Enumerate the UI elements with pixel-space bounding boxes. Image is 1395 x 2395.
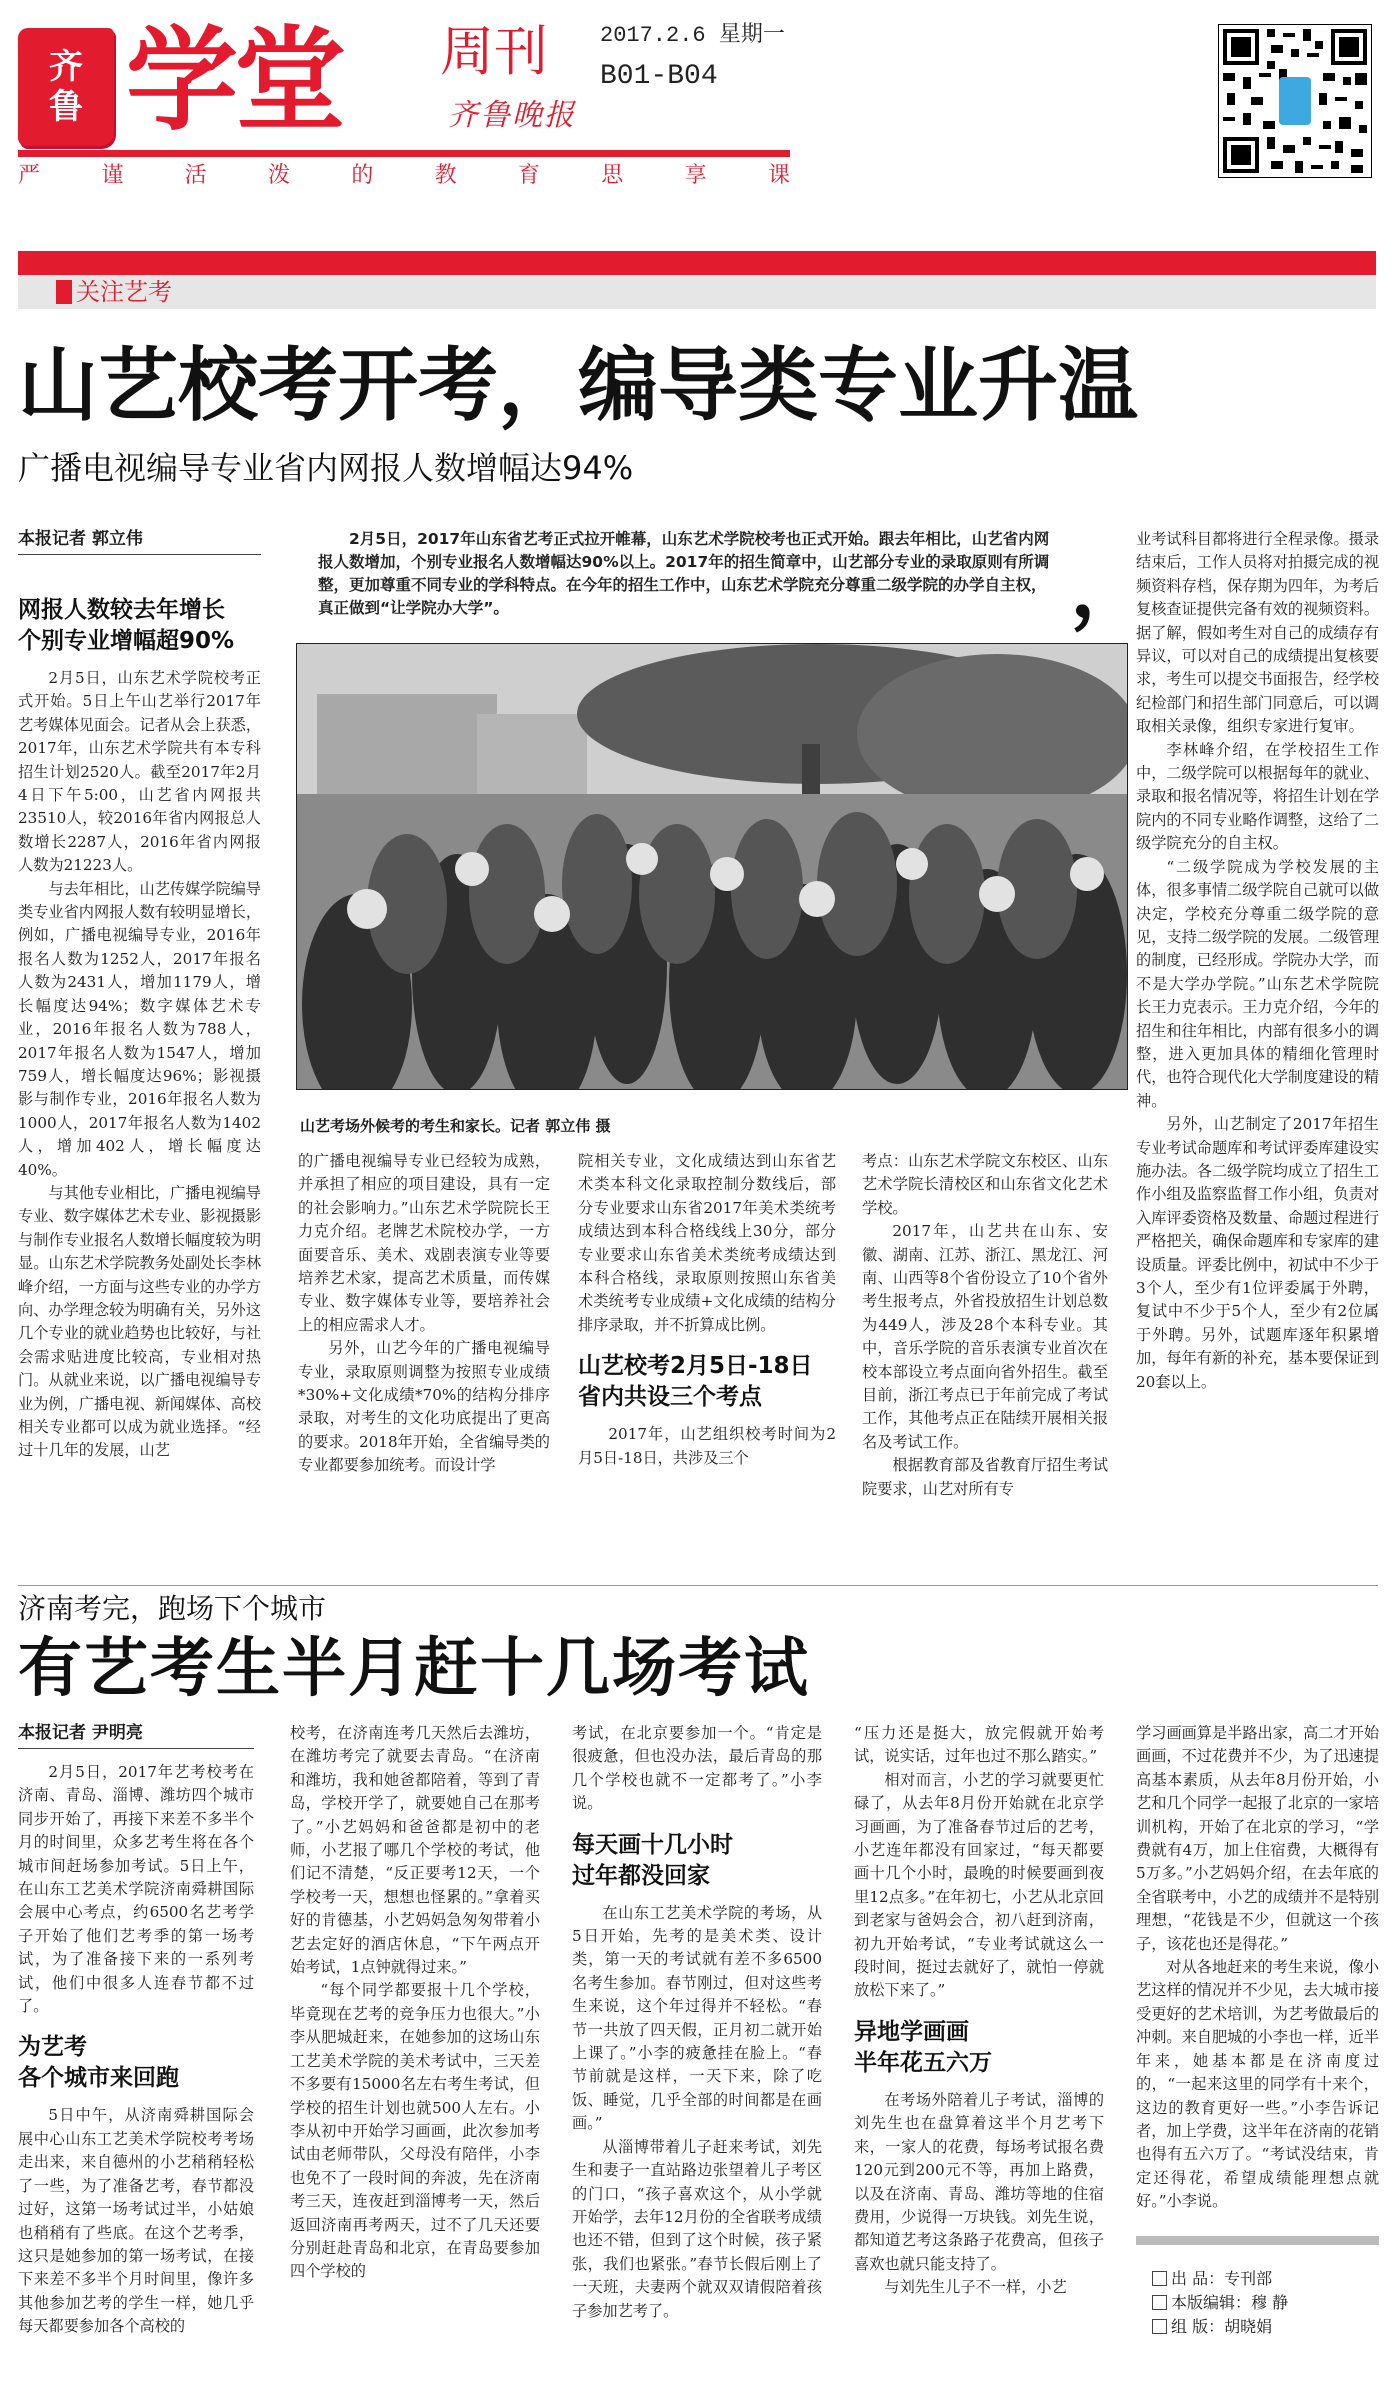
- credit-row: 本版编辑 ： 穆 静: [1152, 2291, 1379, 2315]
- subhead-line: 异地学画画: [854, 2018, 969, 2045]
- checkbox-square-icon: [1152, 2295, 1167, 2310]
- subhead-line: 为艺考: [18, 2034, 87, 2061]
- paragraph: “二级学院成为学校发展的主体，很多事情二级学院自己就可以做决定，学校充分尊重二级学院的意见，支持二级学院的发展。二级管理的制度，已经形成。学院办大学，而不是大学办学院。”山东艺术学院院长王力克表示。王力克介绍，今年的招生和往年相比，内部有很多小的调整，进入更加具体的精细化管理时代，也符合现代化大学制度建设的精神。: [1136, 857, 1379, 1110]
- page-range: B01-B04: [600, 61, 718, 92]
- section-band: [18, 275, 1376, 309]
- story2-column-4: [854, 1722, 1104, 2003]
- headline-story1: 山艺校考开考，编导类专业升温: [18, 339, 1138, 432]
- paragraph: “每个同学都要报十几个学校，毕竟现在艺考的竞争压力也很大。”小李从肥城赶来，在她参加的这场山东工艺美术学院的美术考试中，三天差不多要有15000名左右考生考试，但学校的招生计划也就500人左右。小李从初中开始学习画画，此次参加考试由老师带队，父母没有陪伴，小李也免不了一段时间的奔波，先在济南考三天，连夜赶到淄博考一天，然后返回济南再考两天，过不了几天还要分别赶赴青岛和北京，在青岛要参加四个学校的: [290, 1981, 540, 2281]
- paragraph: 李林峰介绍，在学校招生工作中，二级学院可以根据每年的就业、录取和报名情况等，将招生计划在学院内的不同专业略作调整，这给了二级学院充分的自主权。: [1136, 740, 1379, 853]
- paragraph: 业考试科目都将进行全程录像。摄录结束后，工作人员将对拍摄完成的视频资料存档，保存期为四年，为考后复核查证提供完备有效的视频资料。据了解，假如考生对自己的成绩存有异议，可以对自己的成绩提出复核要求，考生可以提交书面报告，经学校纪检部门和招生部门同意后，可以调取相关录像，组织专家进行复审。: [1136, 530, 1379, 736]
- subhead-line: 省内共设三个考点: [578, 1384, 762, 1411]
- masthead-seal-logo: [18, 28, 114, 146]
- section-bar: [18, 251, 1376, 275]
- story1-column-3b: [578, 1423, 836, 1470]
- photo-caption: 山艺考场外候考的考生和家长。记者 郭立伟 摄: [300, 1117, 611, 1135]
- paragraph: 学习画画算是半路出家，高二才开始画画，不过花费并不少，为了迅速提高基本素质，从去年8月份开始，小艺和几个同学一起报了北京的一家培训机构，开始了在北京的学习，“学费就有4万，加上住宿费，大概得有5万多。”小艺妈妈介绍，在去年底的全省联考中，小艺的成绩并不是特别理想，“花钱是不少，但就这一个孩子，该花也还是得花。”: [1136, 1724, 1379, 1953]
- story2-column-2: [290, 1722, 540, 2284]
- subhead-line: 个别专业增幅超90%: [18, 628, 235, 654]
- slogan-char: 思: [601, 163, 624, 188]
- slogan-char: 教: [434, 163, 457, 188]
- slogan-char: 严: [18, 163, 41, 188]
- paragraph: 对从各地赶来的考生来说，像小艺这样的情况并不少见，去大城市接受更好的艺术培训，为艺考做最后的冲刺。来自肥城的小李也一样，近半年来，她基本都是在济南度过的，“一起来这里的同学有十来个，这边的教育更好一些。”小李告诉记者，加上学费，这半年在济南的花销也得有五六万了。“考试没结束，肯定还得花，希望成绩能理想点就好。”小李说。: [1136, 1958, 1380, 2211]
- seal-char: 鲁: [49, 87, 83, 127]
- checkbox-square-icon: [1152, 2319, 1167, 2334]
- story2-column-1-flow: [18, 1722, 254, 2339]
- paragraph: 另外，山艺制定了2017年招生专业考试命题库和考试评委库建设实施办法。各二级学院均成立了招生工作小组及监察监督工作小组，负责对入库评委资格及数量、命题过程进行严格把关，确保命题库和专家库的建设质量。评委比例中，初试中不少于3个人，至少有1位评委属于外聘，复试中不少于5个人，至少有2位属于外聘。另外，试题库逐年积累增加，每年有新的补充，基本要保证到20套以上。: [1136, 1115, 1379, 1391]
- credit-value: 胡晓娟: [1224, 2316, 1273, 2336]
- qr-code-icon[interactable]: [1218, 24, 1372, 178]
- news-photo-crowd: [296, 643, 1128, 1090]
- slogan-char: 泼: [267, 163, 290, 188]
- paper-name-logo: 齐鲁晚报: [448, 98, 576, 133]
- photo-crowd-graphic: [297, 644, 1127, 1089]
- section-label-text: 关注艺考: [76, 278, 172, 306]
- paragraph: 2017年，山艺组织校考时间为2月5日-18日，共涉及三个: [578, 1425, 836, 1467]
- story1-column-1: [18, 667, 261, 1463]
- subhead-story1-1: [18, 595, 261, 657]
- quote-mark: ，: [1070, 541, 1150, 634]
- story2-column-3-flow: [572, 1722, 822, 2323]
- story2-column-5: [1136, 1722, 1379, 2214]
- paragraph: 5日中午，从济南舜耕国际会展中心山东工艺美术学院校考考场走出来，来自德州的小艺稍稍轻松了一些，为了准备艺考，春节都没过好，这第一场考试过半，小姑娘也稍稍有了些底。在这个艺考季，这只是她参加的第一场考试，在接下来差不多半个月时间里，像许多其他参加艺考的学生一样，她几乎每天都要参加各个高校的: [18, 2106, 254, 2336]
- paragraph: 在考场外陪着儿子考试，淄博的刘先生也在盘算着这半个月艺考下来，一家人的花费，每场考试报名费120元到200元不等，再加上路费，以及在济南、青岛、潍坊等地的住宿费用，少说得一万块钱。刘先生说，都知道艺考这条路子花费高，但孩子喜欢也就只能支持了。: [854, 2090, 1104, 2273]
- story1-column-4: [862, 1150, 1108, 1501]
- weekly-label: 周刊: [440, 20, 548, 83]
- credit-value: 穆 静: [1251, 2292, 1289, 2312]
- credit-value: 专刊部: [1224, 2268, 1273, 2288]
- subhead-story1-2: [578, 1351, 836, 1413]
- subhead-line: 每天画十几小时: [572, 1831, 733, 1858]
- story1-column-3-flow: [578, 1150, 836, 1470]
- story2-column-1: [18, 1761, 254, 2018]
- paragraph: 与刘先生儿子不一样，小艺: [884, 2278, 1067, 2297]
- byline-story2: 本报记者 尹明亮: [18, 1722, 254, 1749]
- story1-column-5: [1136, 528, 1379, 1394]
- brand-title: 学堂: [126, 16, 342, 146]
- seal-char: 齐: [49, 47, 83, 87]
- slogan-char: 的: [351, 163, 374, 188]
- credit-label: 出 品: [1171, 2268, 1209, 2288]
- paragraph: 校考，在济南连考几天然后去潍坊，在潍坊考完了就要去青岛。“在济南和潍坊，我和她爸都陪着，等到了青岛，学校开学了，就要她自己在那考了。”小艺妈妈和爸爸都是初中的老师，小艺报了哪几个学校的考试，他们记不清楚，“反正要考12天，一个学校考一天，想想也怪累的。”拿着买好的肯德基，小艺妈妈急匆匆带着小艺去定好的酒店休息，“下午两点开始考试，1点钟就得过来。”: [290, 1724, 540, 1977]
- masthead-rule: [18, 150, 790, 157]
- story-divider: [18, 1585, 1378, 1586]
- red-square-icon: [56, 280, 72, 304]
- credits-bar: [1136, 2236, 1379, 2245]
- paragraph: 考试，在北京要参加一个。“肯定是很疲惫，但也没办法，最后青岛的那几个学校也就不一定都考了。”小李说。: [572, 1724, 822, 1813]
- credit-label: 本版编辑: [1171, 2292, 1236, 2312]
- paragraph: 的广播电视编导专业已经较为成熟，并承担了相应的项目建设，具有一定的社会影响力。”山东艺术学院院长王力克介绍。老牌艺术院校办学，一方面要音乐、美术、戏剧表演专业等要培养艺术家，提高艺术质量，而传媒专业、数字媒体专业等，要培养社会上的相应需求人才。: [298, 1152, 550, 1334]
- checkbox-square-icon: [1152, 2271, 1167, 2286]
- story2-column-3: [572, 1722, 822, 1816]
- credit-row: 出 品 ： 专刊部: [1152, 2267, 1379, 2291]
- subheadline-story1: 广播电视编导专业省内网报人数增幅达94%: [18, 449, 634, 487]
- paragraph: 根据教育部及省教育厅招生考试院要求，山艺对所有专: [862, 1456, 1108, 1498]
- slogan-char: 享: [684, 163, 707, 188]
- kicker-story2: 济南考完，跑场下个城市: [18, 1592, 327, 1625]
- headline-story2: 有艺考生半月赶十几场考试: [18, 1632, 810, 1706]
- paragraph: 另外，山艺今年的广播电视编导专业，录取原则调整为按照专业成绩*30%+文化成绩*70%的结构分排序录取，对考生的文化功底提出了更高的要求。2018年开始，全省编导类的专业都要参加统考。而设计学: [298, 1339, 550, 1475]
- story2-column-4b: [854, 2089, 1104, 2300]
- story2-column-3b: [572, 1902, 822, 2323]
- lede-story1: 2月5日，2017年山东省艺考正式拉开帷幕，山东艺术学院校考也正式开始。跟去年相比，山艺省内网报人数增加，个别专业报名人数增幅达90%以上。2017年的招生简章中，山艺部分专业的录取原则有所调整，更加尊重不同专业的学科特点。在今年的招生工作中，山东艺术学院充分尊重二级学院的办学自主权，真正做到“让学院办大学”。: [318, 530, 1050, 617]
- story2-column-4-flow: [854, 1722, 1104, 2300]
- slogan-char: 谨: [101, 163, 124, 188]
- story2-column-5-flow: [1136, 1722, 1379, 2339]
- paragraph: 相对而言，小艺的学习就要更忙碌了，从去年8月份开始就在北京学习画画，为了准备春节过后的艺考，小艺连年都没有回家过，“每天都要画十几个小时，最晚的时候要画到夜里12点多。”在年初七，小艺从北京回到老家与爸妈会合，初八赶到济南，初九开始考试，“专业考试就这么一段时间，挺过去就好了，就怕一停就放松下来了。”: [854, 1770, 1104, 2000]
- story1-column-1-flow: [18, 528, 261, 1463]
- paragraph: 2017年，山艺共在山东、安徽、湖南、江苏、浙江、黑龙江、河南、山西等8个省份设立了10个省外考生报考点，外省投放招生计划总数为449人，涉及28个本科专业。其中，音乐学院的音乐表演专业首次在校本部设立考点面向省外招生。截至目前，浙江考点已于年前完成了考试工作，其他考点正在陆续开展相关报名及考试工作。: [862, 1222, 1108, 1451]
- paragraph: 院相关专业，文化成绩达到山东省艺术类本科文化录取控制分数线后，部分专业要求山东省2017年美术类统考成绩达到本科合格线线上30分，部分专业要求山东省美术类统考成绩达到本科合格线，录取原则按照山东省美术类统考专业成绩+文化成绩的结构分排序录取，并不折算成比例。: [578, 1152, 836, 1334]
- paragraph: “压力还是挺大，放完假就开始考试，说实话，过年也过不那么踏实。”: [854, 1724, 1104, 1766]
- paragraph: 在山东工艺美术学院的考场，从5日开始，先考的是美术类、设计类，第一天的考试就有差不多6500名考生参加。春节刚过，但对这些考生来说，这个年过得并不轻松。“春节一共放了四天假，正月初二就开始上课了。”小李的疲惫挂在脸上。“春节前就是这样，一天下来，除了吃饭、睡觉，几乎全部的时间都是在画画。”: [572, 1903, 822, 2133]
- paragraph: 与去年相比，山艺传媒学院编导类专业省内网报人数有较明显增长，例如，广播电视编导专业，2016年报名人数为1252人，2017年报名人数为2431人，增加1179人，增长幅度达94%；数字媒体艺术专业，2016年报名人数为788人，2017年报名人数为1547人，增加759人，增长幅度达96%；影视摄影与制作专业，2016年报名人数为1000人，2017年报名人数为1402人，增加402人，增长幅度达40%。: [18, 879, 262, 1179]
- credits-box: [1136, 2267, 1379, 2339]
- slogan-char: 课: [767, 163, 790, 188]
- subhead-line: 过年都没回家: [572, 1862, 710, 1889]
- byline-story1: 本报记者 郭立伟: [18, 528, 261, 555]
- story1-column-2: [298, 1150, 550, 1478]
- credit-label: 组 版: [1171, 2316, 1209, 2336]
- qr-code-graphic: [1219, 25, 1371, 177]
- section-label: [56, 278, 172, 306]
- paragraph: 与其他专业相比，广播电视编导专业、数字媒体艺术专业、影视摄影与制作专业报名人数增长幅度较为明显。山东艺术学院教务处副处长李林峰介绍，一方面与这些专业的办学方向、办学理念较为明确有关，另外这几个专业的就业趋势也比较好，与社会需求贴进度比较高，专业相对热门。从就业来说，以广播电视编导专业为例，广播电视、新闻媒体、高校相关专业都可以成为就业选择。“经过十几年的发展，山艺: [18, 1183, 262, 1460]
- paragraph: 考点：山东艺术学院文东校区、山东艺术学院长清校区和山东省文化艺术学校。: [862, 1152, 1108, 1217]
- subhead-line: 半年花五六万: [854, 2049, 992, 2076]
- subhead-line: 山艺校考2月5日-18日: [578, 1353, 813, 1380]
- subhead-story2-3: [854, 2017, 1104, 2079]
- paragraph: 2月5日，2017年艺考校考在济南、青岛、淄博、潍坊四个城市同步开始了，再接下来差不多半个月的时间里，众多艺考生将在各个城市间赶场参加考试。5日上午，在山东工艺美术学院济南舜耕国际会展中心考点，约6500名艺考学子开始了他们艺考季的第一场考试，为了准备接下来的一系列考试，他们中很多人连春节都不过了。: [18, 1763, 254, 2016]
- subhead-line: 各个城市来回跑: [18, 2065, 179, 2092]
- subhead-story2-1: [18, 2032, 254, 2094]
- slogan-char: 育: [517, 163, 540, 188]
- slogan-char: 活: [184, 163, 207, 188]
- masthead-slogan: [18, 162, 790, 190]
- subhead-line: 网报人数较去年增长: [18, 597, 225, 623]
- paragraph: 从淄博带着儿子赶来考试，刘先生和妻子一直站路边张望着儿子考区的门口，“孩子喜欢这个，从小学就开始学，去年12月份的全省联考成绩也还不错，但到了这个时候，孩子紧张，我们也紧张。”春节长假后刚上了一天班，夫妻两个就双双请假陪着孩子参加艺考了。: [572, 2137, 822, 2320]
- paragraph: 2月5日，山东艺术学院校考正式开始。5日上午山艺举行2017年艺考媒体见面会。记者从会上获悉，2017年，山东艺术学院共有本专科招生计划2520人。截至2017年2月4日下午5:00，山艺省内网报共23510人，较2016年省内网报总人数增长2287人，2016年省内网报人数为21223人。: [18, 669, 261, 875]
- subhead-story2-2: [572, 1830, 822, 1892]
- credit-row: 组 版 ： 胡晓娟: [1152, 2315, 1379, 2339]
- story2-column-1b: [18, 2104, 254, 2338]
- story1-column-3: [578, 1150, 836, 1337]
- issue-date: 2017.2.6 星期一: [600, 23, 785, 48]
